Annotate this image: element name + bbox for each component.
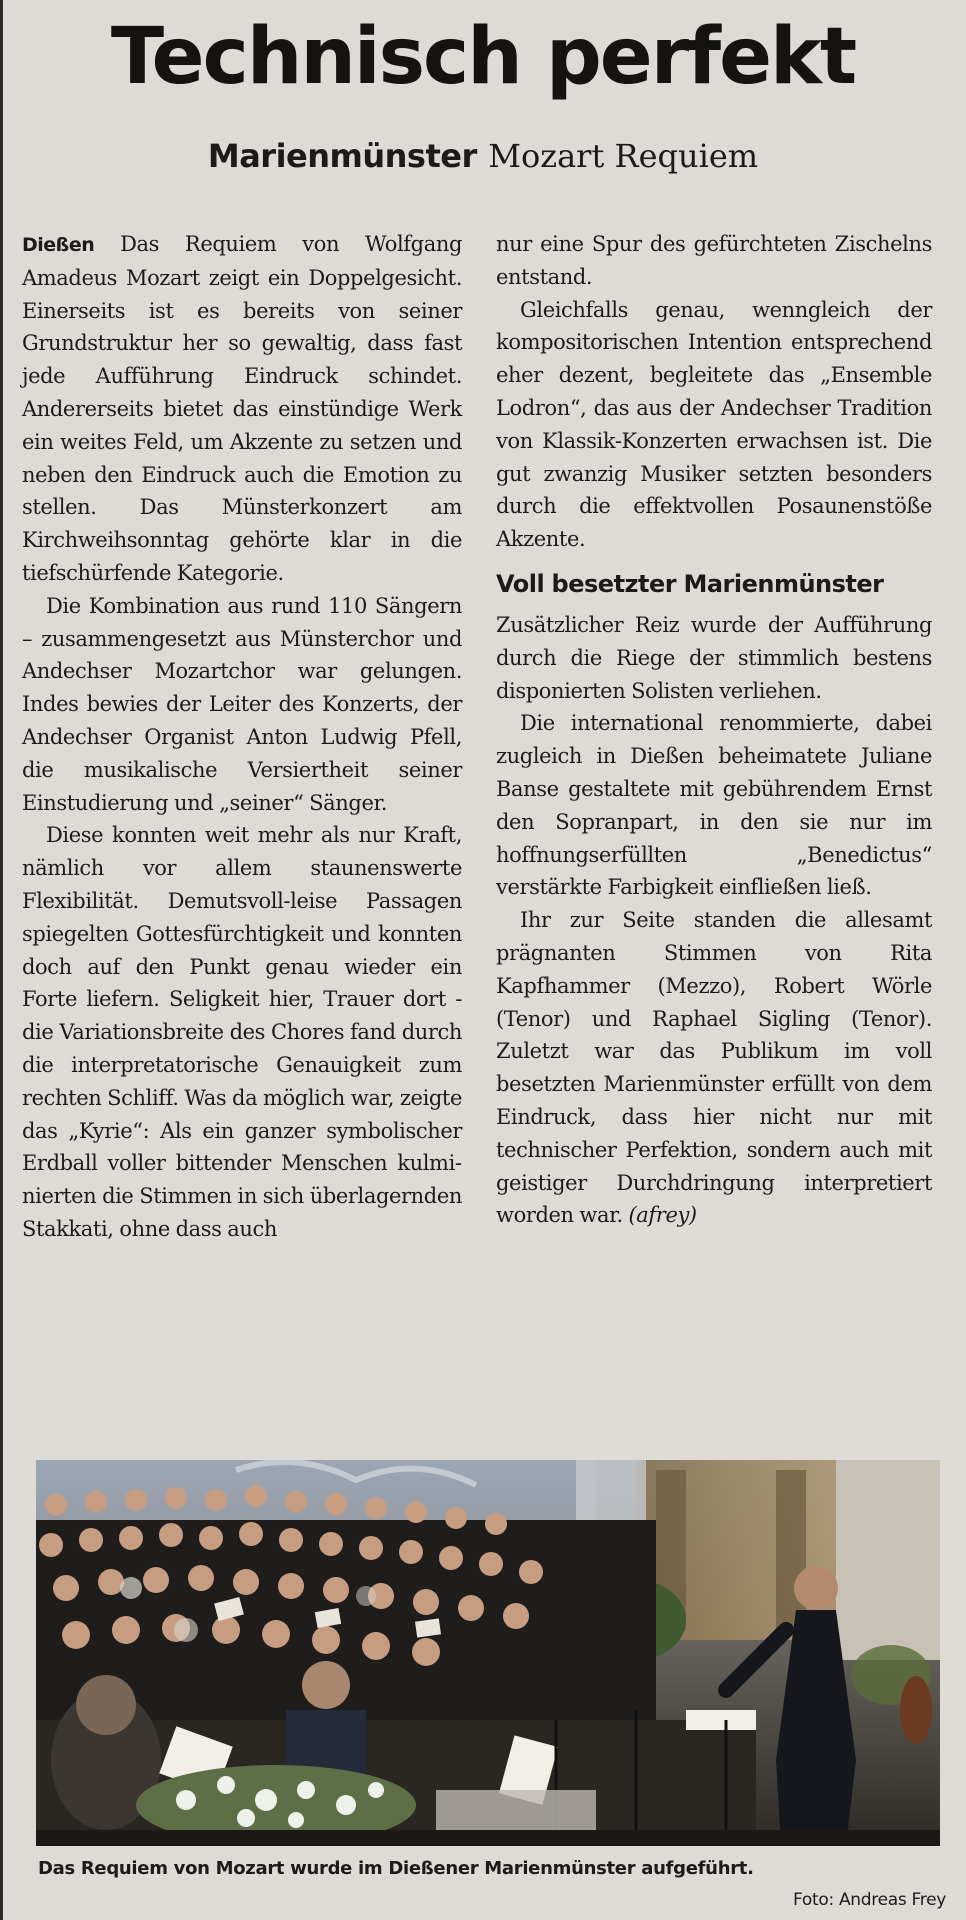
paragraph (496, 904, 932, 1232)
concert-photo-illustration (36, 1460, 940, 1846)
section-heading: Voll besetzter Marienmünster (496, 569, 884, 598)
paragraph: Gleichfalls genau, wenngleich der kompositorischen Intention entsprechend eher dezent, begleitete das „Ensemble Lodron“, das aus der Andechser Tradition von Klassik-Konzerten erwachsen ist. Die gut zwanzig Musiker setzten besonders durch die effektvollen Posaunenstöße Akzente. (496, 297, 932, 552)
subtitle: Mozart Requiem (488, 137, 759, 175)
paragraph: Zusätzlicher Reiz wurde der Aufführung durch die Riege der stimmlich bestens disponierten Solisten verliehen. (496, 612, 932, 703)
byline: (afrey) (628, 1203, 697, 1228)
article-column-right (496, 228, 932, 1232)
kicker: Marienmünster (207, 137, 477, 175)
photo-caption: Das Requiem von Mozart wurde im Dießener Marienmünster aufgeführt. (38, 1858, 754, 1879)
clipping-edge (0, 0, 3, 1920)
paragraph (22, 228, 462, 590)
paragraph: Die international renommierte, dabei zugleich in Dießen beheimatete Juliane Banse gestaltete mit gebührendem Ernst den Sopranpart, in den sie nur im hoffnungserfüllten „Benedictus“ verstärkte Farbigkeit einfließen ließ. (496, 711, 932, 900)
dateline: Dießen (22, 234, 95, 256)
article-column-left (22, 228, 462, 1246)
paragraph: Die Kombination aus rund 110 Sängern – zusammengesetzt aus Münsterchor und Andechser Mozartchor war gelungen. Indes bewies der Leiter des Konzerts, der Andechser Organist Anton Ludwig Pfell, die musikalische Versiertheit seiner Einstudierung und „seiner“ Sänger. (22, 593, 462, 815)
paragraph: Diese konnten weit mehr als nur Kraft, nämlich vor allem staunenswerte Flexibilität. Demutsvoll-leise Passagen spiegelten Gottesfürchtigkeit und konnten doch auf den Punkt genau wieder ein Forte liefern. Seligkeit hier, Trauer dort - die Variationsbreite des Chores fand durch die interpretatorische Genauigkeit zum rechten Schliff. Was da möglich war, zeigte das „Kyrie“: Als ein ganzer symbolischer Erdball voller bittender Menschen kulminierten die Stimmen in sich überlagernden Stakkati, ohne dass auch (22, 823, 463, 1241)
paragraph: nur eine Spur des gefürchteten Zischelns entstand. (496, 232, 932, 289)
headline: Technisch perfekt (110, 12, 856, 102)
subheadline (0, 138, 966, 174)
paragraph-text: Das Requiem von Wolfgang Amadeus Mozart zeigt ein Doppelgesicht. Einerseits ist es bereits von seiner Grundstruktur her so gewaltig, dass fast jede Aufführung Eindruck schindet. Andererseits bietet das einstündige Werk ein weites Feld, um Akzente zu setzen und neben den Eindruck auch die Emotion zu stellen. Das Münsterkonzert am Kirchweihsonntag gehörte klar in die tiefschürfende Kategorie. (22, 232, 462, 585)
paragraph-text: Ihr zur Seite standen die allesamt prägnanten Stimmen von Rita Kapfhammer (Mezzo), Robert Wörle (Tenor) und Raphael Sigling (Tenor). Zuletzt war das Publikum im voll besetzten Marienmünster erfüllt von dem Eindruck, dass hier nicht nur mit technischer Perfektion, sondern auch mit geistiger Durchdringung interpretiert worden war. (496, 908, 932, 1228)
photo-credit: Foto: Andreas Frey (793, 1890, 946, 1910)
concert-photo (36, 1460, 940, 1846)
